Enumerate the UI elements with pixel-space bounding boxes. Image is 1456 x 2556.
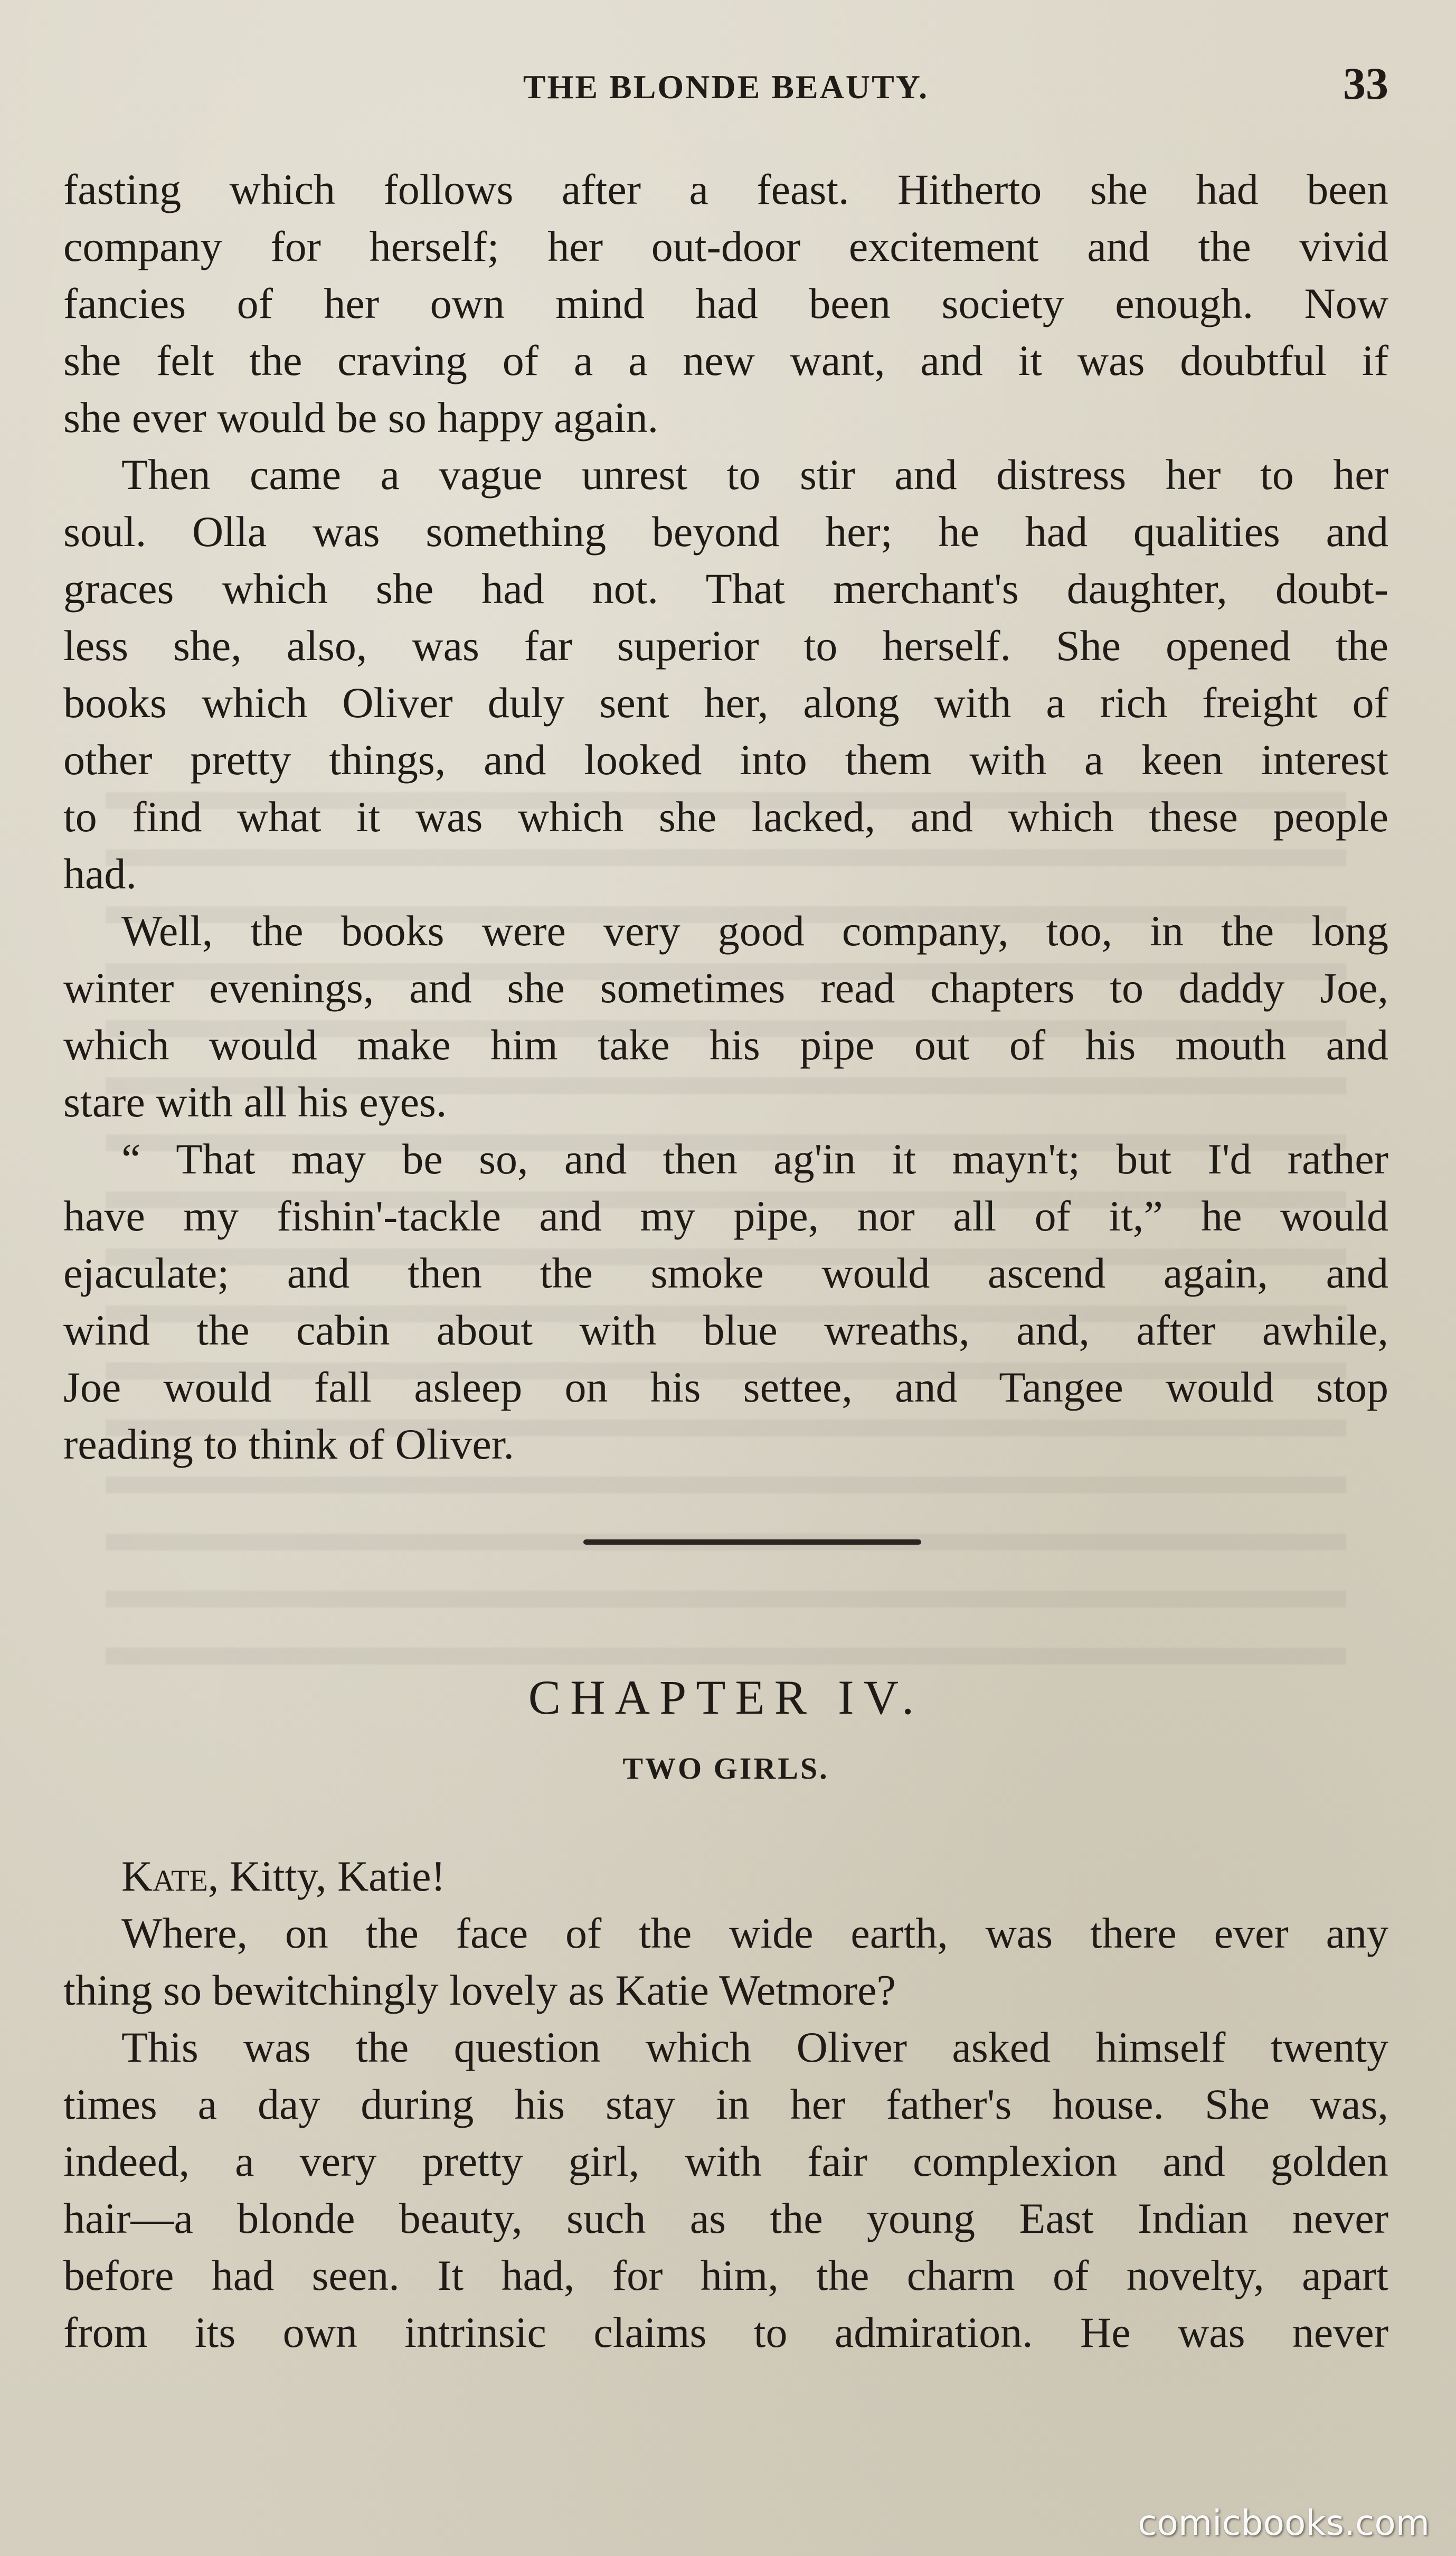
text-line: less she, also, was far superior to herself. She opened the bbox=[63, 622, 1388, 670]
text-line: have my fishin'-tackle and my pipe, nor all of it,” he would bbox=[63, 1192, 1388, 1240]
text-line: winter evenings, and she sometimes read chapters to daddy Joe, bbox=[63, 964, 1388, 1012]
small-caps-name: Kate bbox=[121, 1852, 208, 1900]
text-line: Joe would fall asleep on his settee, and Tangee would stop bbox=[63, 1363, 1388, 1411]
text-line: ejaculate; and then the smoke would ascend again, and bbox=[63, 1249, 1388, 1297]
text-line: indeed, a very pretty girl, with fair complexion and golden bbox=[63, 2137, 1388, 2185]
text-line: Well, the books were very good company, too, in the long bbox=[121, 907, 1388, 955]
section-divider bbox=[63, 1473, 1388, 1642]
text-line: wind the cabin about with blue wreaths, and, after awhile, bbox=[63, 1306, 1388, 1354]
watermark: comicbooks.com bbox=[1138, 2503, 1430, 2543]
text-line bbox=[63, 1848, 1388, 1905]
text-line: fancies of her own mind had been society enough. Now bbox=[63, 279, 1388, 327]
text-line: stare with all his eyes. bbox=[63, 1078, 447, 1126]
page-header bbox=[63, 57, 1388, 120]
text-line: she ever would be so happy again. bbox=[63, 393, 659, 441]
chapter-subtitle: TWO GIRLS. bbox=[622, 1751, 829, 1786]
text-line: to find what it was which she lacked, and which these people bbox=[63, 793, 1388, 841]
text-line: she felt the craving of a a new want, and it was doubtful if bbox=[63, 336, 1388, 384]
text-line: soul. Olla was something beyond her; he had qualities and bbox=[63, 508, 1388, 556]
text-line: Where, on the face of the wide earth, was there ever any bbox=[121, 1909, 1388, 1957]
text-line: other pretty things, and looked into them with a keen interest bbox=[63, 736, 1388, 784]
text-line: reading to think of Oliver. bbox=[63, 1420, 514, 1468]
text-line: This was the question which Oliver asked himself twenty bbox=[121, 2023, 1388, 2071]
text-line: had. bbox=[63, 850, 137, 898]
text-fragment: , Kitty, Katie! bbox=[207, 1852, 446, 1900]
page-number: 33 bbox=[1343, 58, 1388, 109]
text-line: before had seen. It had, for him, the charm of novelty, apart bbox=[63, 2251, 1388, 2299]
running-title: THE BLONDE BEAUTY. bbox=[523, 68, 929, 106]
text-line: fasting which follows after a feast. Hitherto she had been bbox=[63, 165, 1388, 213]
chapter-title: CHAPTER IV. bbox=[528, 1670, 924, 1724]
text-line: company for herself; her out-door excitement and the vivid bbox=[63, 222, 1388, 270]
divider-rule bbox=[583, 1539, 921, 1545]
text-line: books which Oliver duly sent her, along with a rich freight of bbox=[63, 679, 1388, 727]
text-line: from its own intrinsic claims to admiration. He was never bbox=[63, 2308, 1388, 2356]
body-text bbox=[63, 161, 1388, 2361]
text-line: thing so bewitchingly lovely as Katie Wetmore? bbox=[63, 1966, 896, 2014]
text-line: times a day during his stay in her father's house. She was, bbox=[63, 2080, 1388, 2128]
text-line: “ That may be so, and then ag'in it mayn't; but I'd rather bbox=[121, 1135, 1388, 1183]
text-line: which would make him take his pipe out of his mouth and bbox=[63, 1021, 1388, 1069]
text-line: Then came a vague unrest to stir and distress her to her bbox=[121, 450, 1388, 499]
text-line: graces which she had not. That merchant's daughter, doubt- bbox=[63, 565, 1388, 613]
text-line: hair—a blonde beauty, such as the young East Indian never bbox=[63, 2194, 1388, 2242]
